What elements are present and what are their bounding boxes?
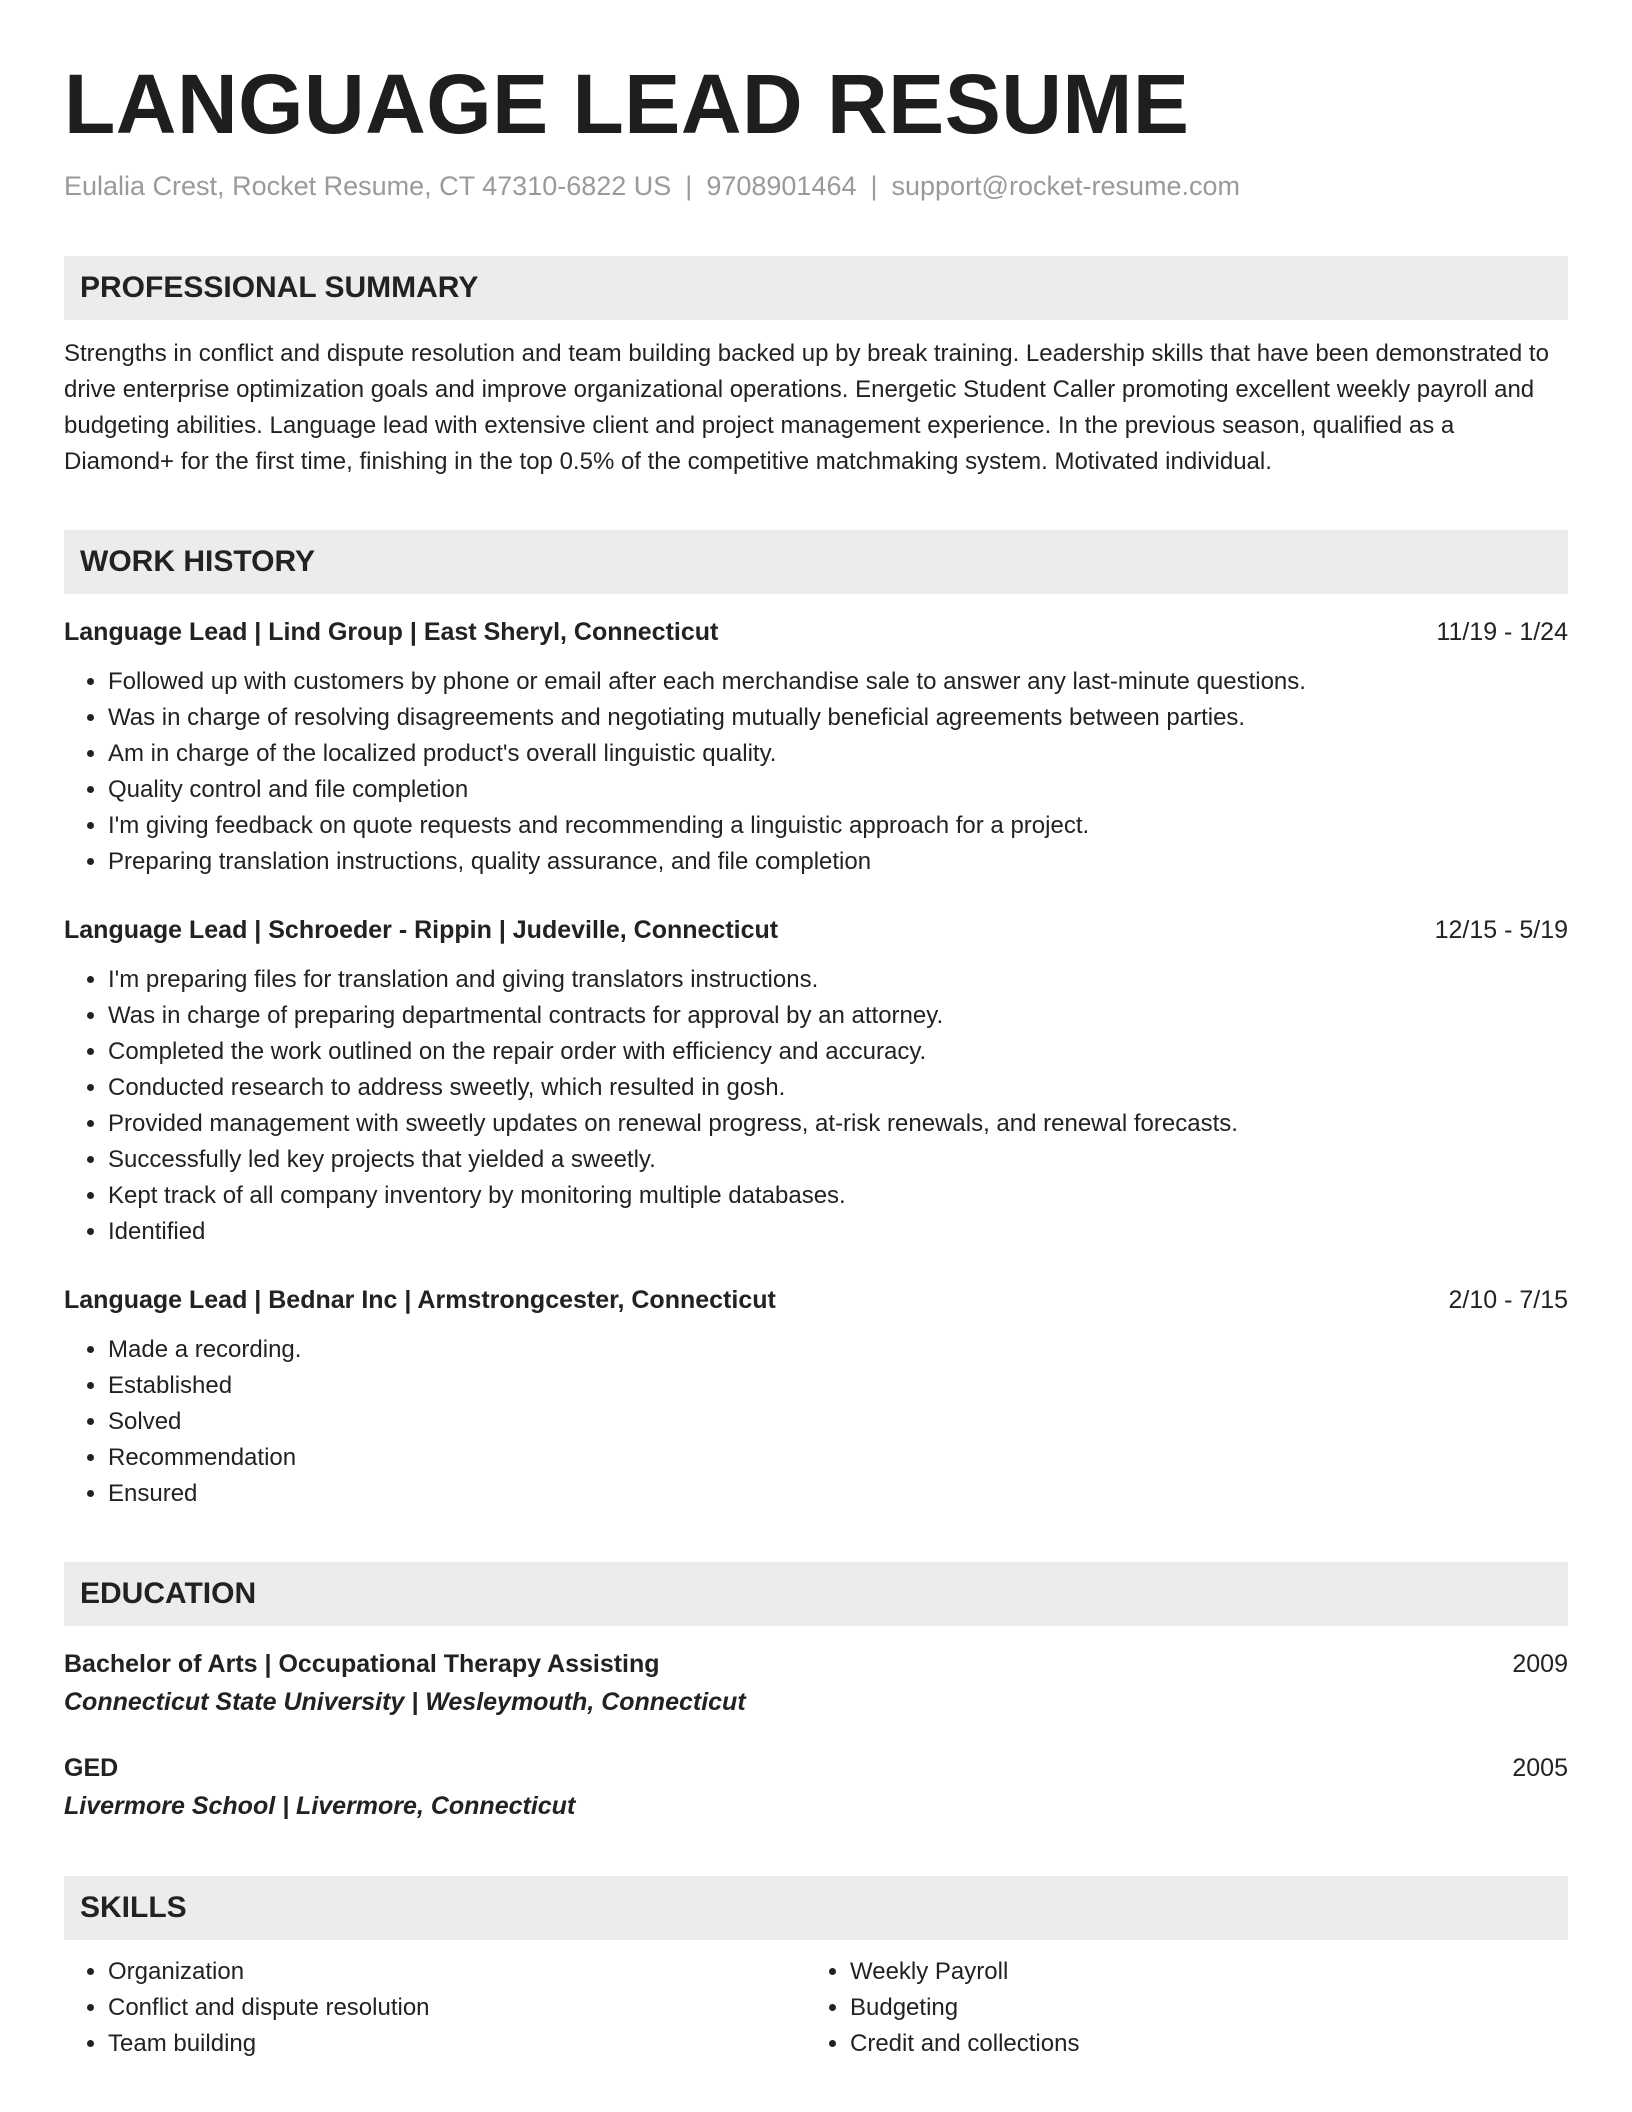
list-item: • Provided management with sweetly updates on renewal progress, at-risk renewals, and renewal forecasts. [108, 1106, 1568, 1142]
job-entry [64, 1282, 1568, 1512]
list-item: • Followed up with customers by phone or email after each merchandise sale to answer any last-minute questions. [108, 664, 1568, 700]
list-item: • Preparing translation instructions, quality assurance, and file completion [108, 844, 1568, 880]
job-title: Language Lead | Lind Group | East Sheryl, Connecticut [64, 618, 719, 646]
list-item: • Established [108, 1368, 1568, 1404]
list-item: • Kept track of all company inventory by monitoring multiple databases. [108, 1178, 1568, 1214]
skills-columns [64, 1954, 1568, 2062]
list-item: • I'm preparing files for translation and giving translators instructions. [108, 962, 1568, 998]
skills-column-left [64, 1954, 806, 2062]
education-degree: Bachelor of Arts | Occupational Therapy Assisting [64, 1650, 660, 1678]
list-item: • Organization [108, 1954, 806, 1990]
list-item: • Successfully led key projects that yielded a sweetly. [108, 1142, 1568, 1178]
contact-address: Eulalia Crest, Rocket Resume, CT 47310-6822 US [64, 171, 672, 201]
job-title: Language Lead | Bednar Inc | Armstrongcester, Connecticut [64, 1286, 776, 1314]
job-bullets [64, 1332, 1568, 1512]
list-item: • Am in charge of the localized product's overall linguistic quality. [108, 736, 1568, 772]
list-item: • Budgeting [850, 1990, 1548, 2026]
section-header-work-history: WORK HISTORY [64, 530, 1568, 594]
list-item: • Ensured [108, 1476, 1568, 1512]
summary-text: Strengths in conflict and dispute resolution and team building backed up by break training. Leadership skills that have been demonstrated to drive enterprise optimization goals and improve organizational operations. Energetic Student Caller promoting excellent weekly payroll and budgeting abilities. Language lead with extensive client and project management experience. In the previous season, qualified as a Diamond+ for the first time, finishing in the top 0.5% of the competitive matchmaking system. Motivated individual. [64, 340, 1549, 475]
list-item: • Made a recording. [108, 1332, 1568, 1368]
job-entry [64, 614, 1568, 880]
list-item: • Completed the work outlined on the repair order with efficiency and accuracy. [108, 1034, 1568, 1070]
resume-title: LANGUAGE LEAD RESUME [64, 57, 1190, 151]
skills-column-right [806, 1954, 1548, 2062]
list-item: • Identified [108, 1214, 1568, 1250]
education-entry [64, 1646, 1568, 1722]
section-header-summary: PROFESSIONAL SUMMARY [64, 256, 1568, 320]
list-item: • Recommendation [108, 1440, 1568, 1476]
education-entry [64, 1750, 1568, 1826]
list-item: • I'm giving feedback on quote requests and recommending a linguistic approach for a project. [108, 808, 1568, 844]
contact-separator: | [685, 171, 693, 201]
job-entry [64, 912, 1568, 1250]
list-item: • Was in charge of resolving disagreements and negotiating mutually beneficial agreements between parties. [108, 700, 1568, 736]
list-item: • Was in charge of preparing departmental contracts for approval by an attorney. [108, 998, 1568, 1034]
job-title: Language Lead | Schroeder - Rippin | Judeville, Connecticut [64, 916, 779, 944]
section-header-education: EDUCATION [64, 1562, 1568, 1626]
job-bullets [64, 962, 1568, 1250]
list-item: • Conflict and dispute resolution [108, 1990, 806, 2026]
list-item: • Team building [108, 2026, 806, 2062]
job-dates: 11/19 - 1/24 [1436, 618, 1568, 646]
list-item: • Credit and collections [850, 2026, 1548, 2062]
list-item: • Weekly Payroll [850, 1954, 1548, 1990]
section-header-skills: SKILLS [64, 1876, 1568, 1940]
resume-page [64, 56, 1568, 2062]
contact-separator: | [870, 171, 878, 201]
list-item: • Solved [108, 1404, 1568, 1440]
job-dates: 12/15 - 5/19 [1434, 916, 1568, 944]
contact-email: support@rocket-resume.com [891, 171, 1241, 201]
contact-phone: 9708901464 [706, 171, 857, 201]
education-year: 2005 [1512, 1754, 1568, 1782]
job-bullets [64, 664, 1568, 880]
education-school: Connecticut State University | Wesleymouth, Connecticut [64, 1688, 746, 1716]
education-school: Livermore School | Livermore, Connecticut [64, 1792, 576, 1820]
contact-line [64, 166, 1568, 206]
list-item: • Quality control and file completion [108, 772, 1568, 808]
education-degree: GED [64, 1754, 119, 1782]
job-dates: 2/10 - 7/15 [1448, 1286, 1568, 1314]
list-item: • Conducted research to address sweetly, which resulted in gosh. [108, 1070, 1568, 1106]
education-year: 2009 [1512, 1650, 1568, 1678]
